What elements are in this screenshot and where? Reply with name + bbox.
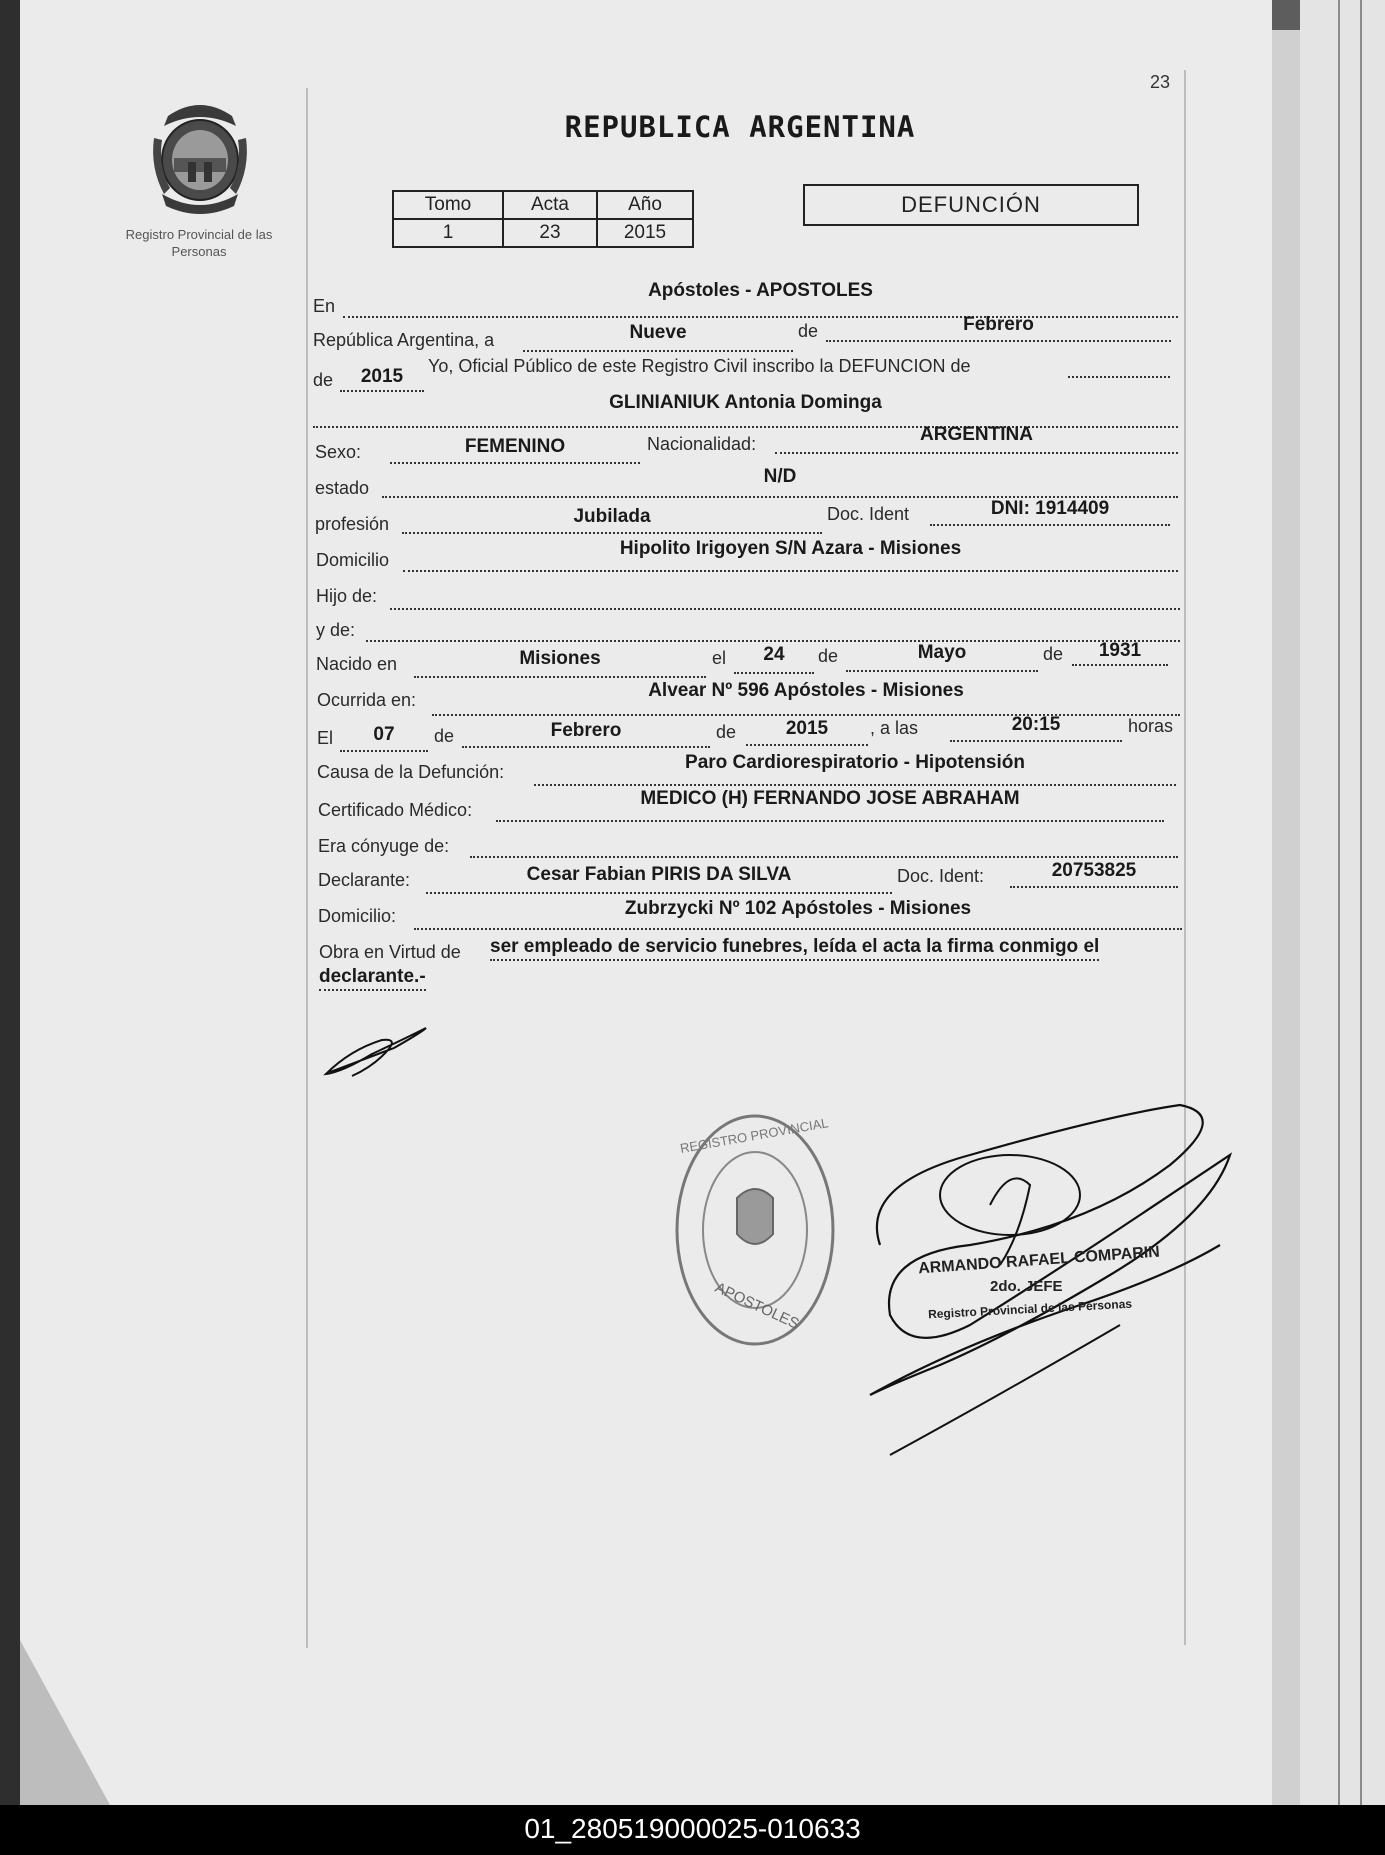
value-anio-inscripcion: 2015 — [360, 366, 404, 387]
label-hijo-de: Hijo de: — [316, 586, 378, 606]
label-de-2: de — [313, 370, 334, 390]
value-ocurrida-en: Alvear Nº 596 Apóstoles - Misiones — [648, 680, 964, 701]
label-domicilio-2: Domicilio: — [318, 906, 397, 926]
page-number: 23 — [1150, 72, 1171, 92]
label-declarante: Declarante: — [318, 870, 411, 890]
label-el: el — [712, 648, 727, 668]
value-causa: Paro Cardiorespiratorio - Hipotensión — [685, 752, 1025, 773]
value-sexo: FEMENINO — [464, 436, 566, 457]
label-profesion: profesión — [315, 514, 390, 534]
file-identifier: 01_280519000025-010633 — [524, 1813, 861, 1844]
label-de-1: de — [798, 321, 819, 341]
register-value-tomo: 1 — [393, 219, 503, 247]
label-de-5: de — [434, 726, 455, 746]
label-conyuge: Era cónyuge de: — [318, 836, 450, 856]
label-domicilio: Domicilio — [316, 550, 390, 570]
value-certificado: MEDICO (H) FERNANDO JOSE ABRAHAM — [640, 788, 1020, 809]
label-doc-ident-2: Doc. Ident: — [897, 866, 985, 886]
value-nac-mes: Mayo — [917, 642, 967, 663]
value-declarante-domicilio: Zubrzycki Nº 102 Apóstoles - Misiones — [624, 898, 972, 919]
official-office: Registro Provincial de las Personas — [927, 1296, 1133, 1322]
value-obra-virtud-1: ser empleado de servicio funebres, leída el acta la firma conmigo el — [490, 936, 1099, 961]
label-obra: Obra en Virtud de — [319, 942, 461, 962]
value-mes-inscripcion: Febrero — [963, 314, 1034, 335]
register-header-tomo: Tomo — [393, 191, 503, 219]
value-lugar: Apóstoles - APOSTOLES — [648, 280, 873, 301]
value-declarante: Cesar Fabian PIRIS DA SILVA — [526, 864, 792, 885]
label-sexo: Sexo: — [315, 442, 362, 462]
value-obra-virtud-2: declarante.- — [319, 966, 426, 991]
document-title: REPUBLICA ARGENTINA — [564, 110, 916, 144]
value-nacido-en: Misiones — [519, 648, 601, 669]
register-value-acta: 23 — [503, 219, 597, 247]
label-doc-ident: Doc. Ident — [827, 504, 910, 524]
value-dia-inscripcion: Nueve — [629, 322, 687, 343]
label-horas: horas — [1128, 716, 1174, 736]
label-y-de: y de: — [316, 620, 356, 640]
label-causa: Causa de la Defunción: — [317, 762, 505, 782]
label-de-6: de — [716, 722, 737, 742]
value-def-anio: 2015 — [785, 718, 829, 739]
value-documento: DNI: 1914409 — [990, 498, 1110, 519]
label-republica: República Argentina, a — [313, 330, 495, 350]
value-nac-anio: 1931 — [1098, 640, 1142, 661]
svg-text:REGISTRO PROVINCIAL: REGISTRO PROVINCIAL — [678, 1115, 830, 1156]
register-value-anio: 2015 — [597, 219, 693, 247]
value-nacionalidad: ARGENTINA — [920, 424, 1033, 445]
value-estado: N/D — [763, 466, 797, 487]
label-nacido-en: Nacido en — [316, 654, 398, 674]
label-nacionalidad: Nacionalidad: — [647, 434, 757, 454]
svg-text:APOSTOLES: APOSTOLES — [712, 1279, 802, 1333]
value-nac-dia: 24 — [763, 644, 785, 665]
value-def-hora: 20:15 — [1011, 714, 1061, 735]
value-profesion: Jubilada — [573, 506, 651, 527]
label-de-4: de — [1043, 644, 1064, 664]
initials-signature — [322, 1010, 442, 1090]
label-estado: estado — [315, 478, 370, 498]
province-crest-icon — [148, 98, 252, 216]
label-de-3: de — [818, 646, 839, 666]
left-margin-line — [306, 88, 308, 1648]
scan-background-left — [0, 0, 22, 1805]
issuer-label: Registro Provincial de las Personas — [125, 227, 273, 259]
label-a-las: , a las — [870, 718, 919, 738]
value-def-mes: Febrero — [550, 720, 622, 741]
label-certificado: Certificado Médico: — [318, 800, 473, 820]
official-name: ARMANDO RAFAEL COMPARIN — [917, 1243, 1161, 1278]
label-ocurrida-en: Ocurrida en: — [317, 690, 417, 710]
value-declarante-doc: 20753825 — [1051, 860, 1137, 881]
label-en: En — [313, 296, 336, 316]
label-el-cap: El — [317, 728, 334, 748]
value-def-dia: 07 — [373, 724, 395, 745]
register-header-acta: Acta — [503, 191, 597, 219]
register-table — [392, 190, 694, 248]
register-header-anio: Año — [597, 191, 693, 219]
value-domicilio: Hipolito Irigoyen S/N Azara - Misiones — [619, 538, 962, 559]
record-type-box: DEFUNCIÓN — [803, 184, 1139, 226]
label-yo-oficial: Yo, Oficial Público de este Registro Civil inscribo la DEFUNCION de — [428, 356, 971, 376]
official-role: 2do. JEFE — [990, 1278, 1063, 1295]
scan-background-right — [1300, 0, 1385, 1805]
value-fallecido: GLINIANIUK Antonia Dominga — [609, 392, 882, 413]
official-stamp — [672, 1110, 838, 1350]
